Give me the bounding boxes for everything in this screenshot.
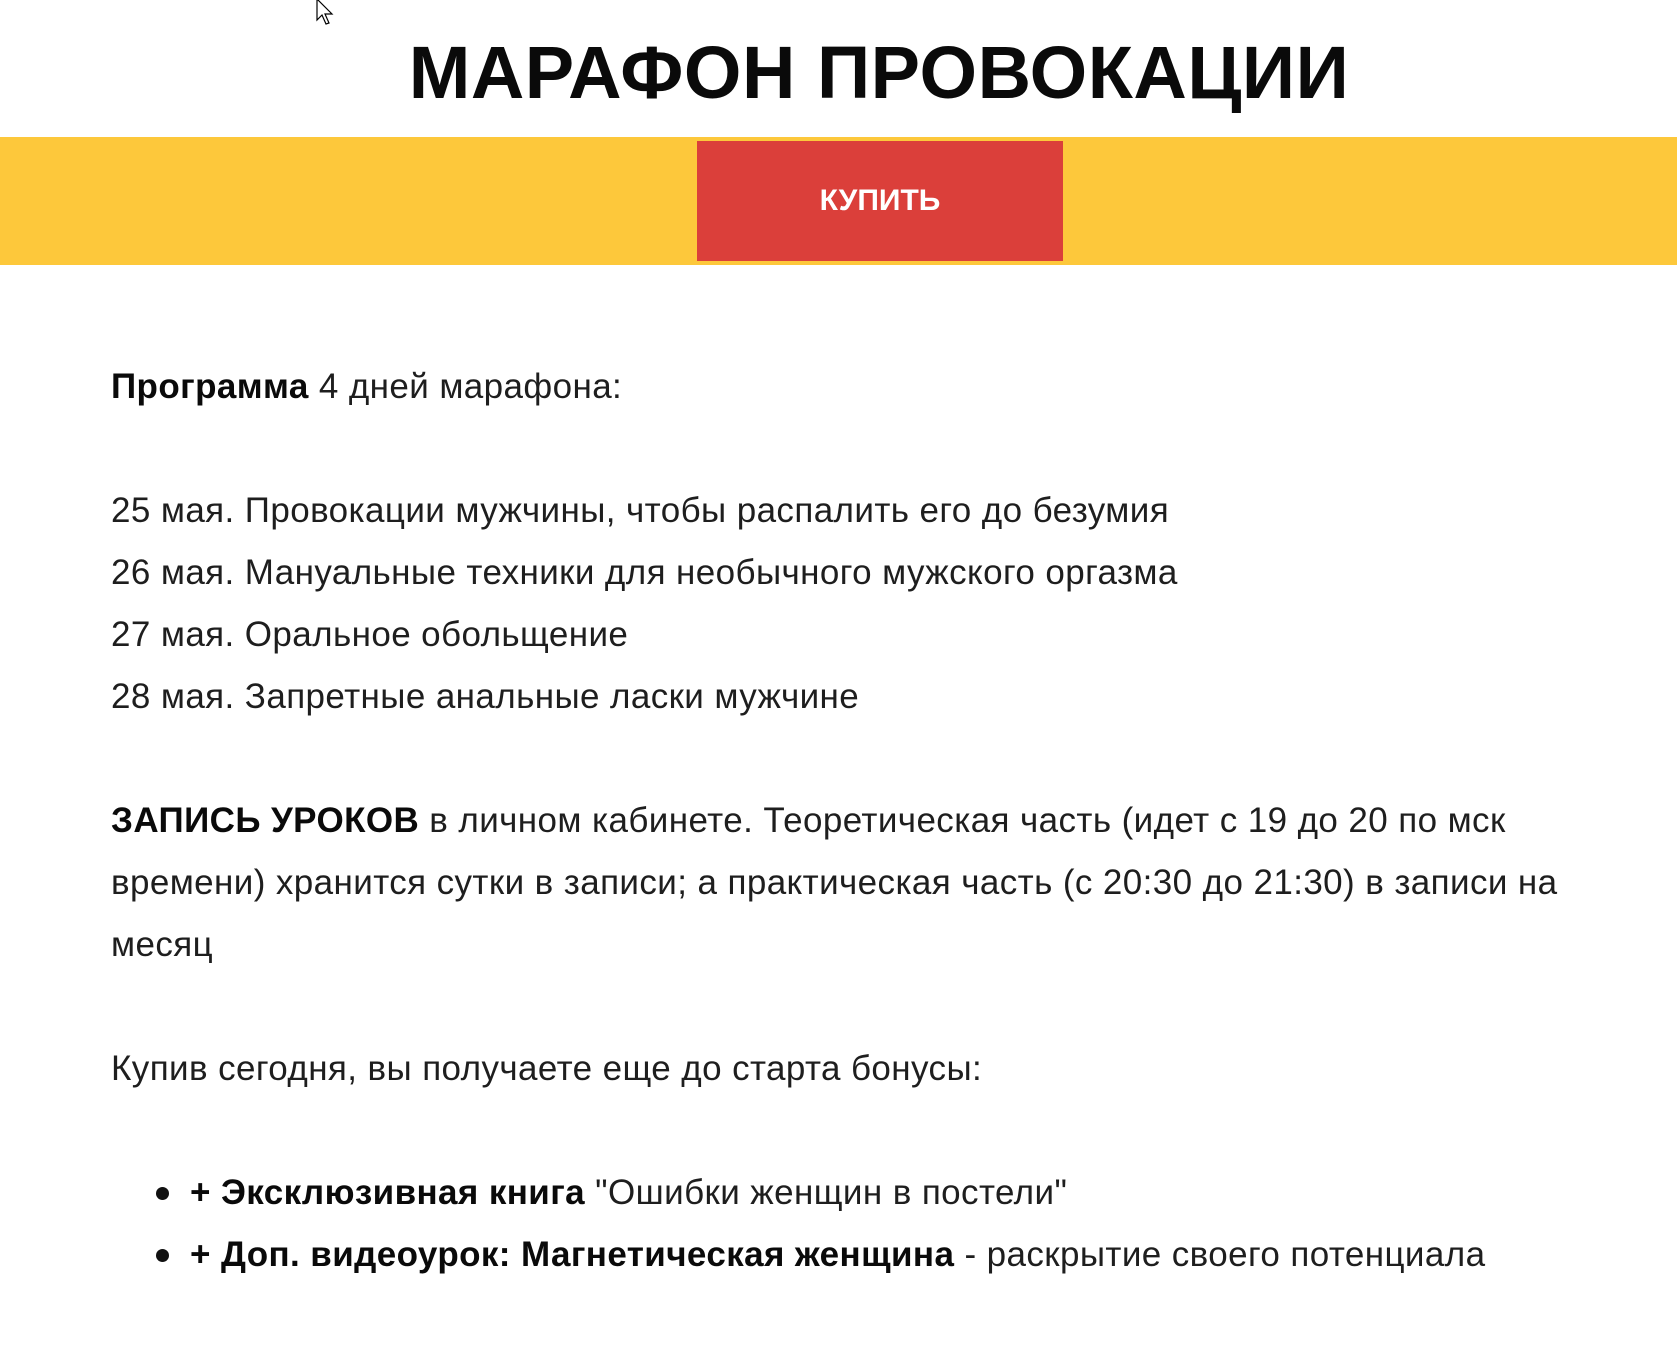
- buy-banner: [0, 137, 1677, 265]
- program-content: [111, 356, 1621, 1286]
- page-title: МАРАФОН ПРОВОКАЦИИ: [408, 31, 1350, 114]
- bonus-intro: Купив сегодня, вы получаете еще до старта бонусы:: [111, 1049, 983, 1088]
- bonus-list: [111, 1162, 1621, 1286]
- program-heading: Программа 4 дней марафона:: [111, 367, 623, 406]
- bonus-item: + Доп. видеоурок: Магнетическая женщина - раскрытие своего потенциала: [190, 1224, 1621, 1286]
- day-item: 26 мая. Мануальные техники для необычного мужского оргазма: [111, 553, 1178, 592]
- day-item: 25 мая. Провокации мужчины, чтобы распалить его до безумия: [111, 491, 1170, 530]
- recording-info: ЗАПИСЬ УРОКОВ в личном кабинете. Теоретическая часть (идет с 19 до 20 по мск времени) хранится сутки в записи; а практическая часть (с 20:30 до 21:30) в записи на месяц: [111, 801, 1558, 964]
- bonus-item: + Эксклюзивная книга "Ошибки женщин в постели": [190, 1162, 1621, 1224]
- mouse-cursor-icon: [316, 0, 340, 26]
- buy-button[interactable]: КУПИТЬ: [697, 141, 1063, 261]
- day-item: 28 мая. Запретные анальные ласки мужчине: [111, 677, 860, 716]
- day-item: 27 мая. Оральное обольщение: [111, 615, 629, 654]
